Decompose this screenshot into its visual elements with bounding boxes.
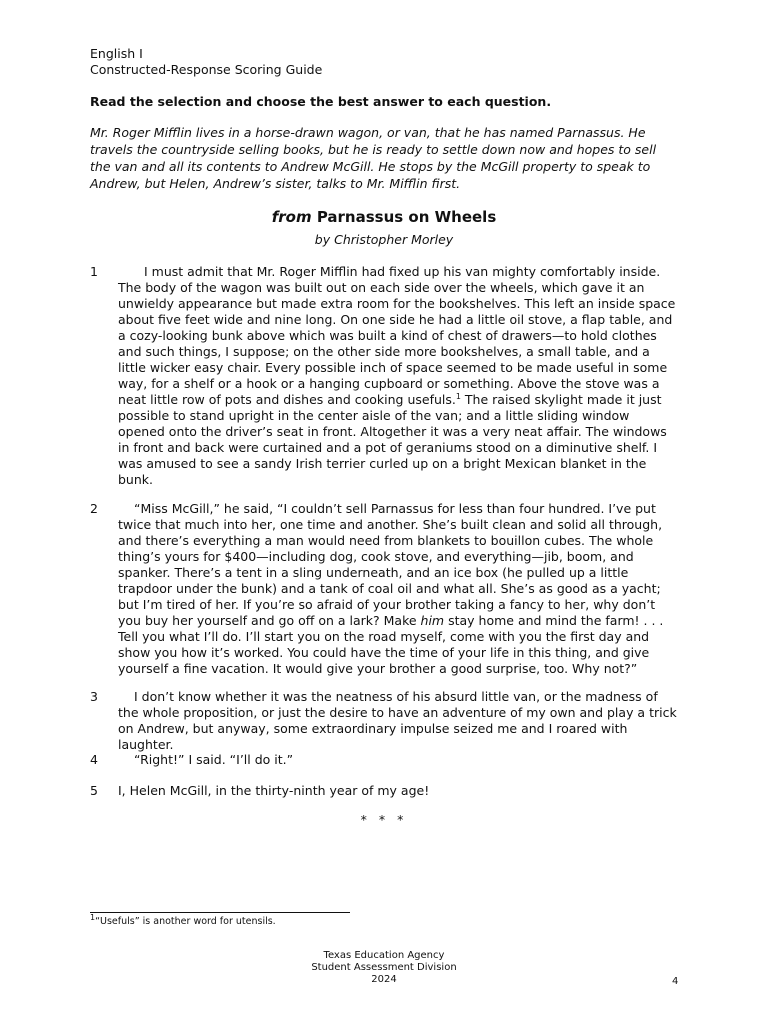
paragraph-text: I must admit that Mr. Roger Mifflin had fixed up his van mighty comfortably inside. The body of the wagon was built out on each side over the wheels, which gave it an unwieldy appearance but made extra room for the bookshelves. This left an inside space about five feet wide and nine long. On one side he had a little oil stove, a flap table, and a cozy-looking bunk above which was built a kind of chest of drawers—to hold clothes and such things, I suppose; on the other side more bookshelves, a small table, and a little wicker easy chair. Every possible inch of space seemed to be made useful in some way, for a shelf or a hook or a hanging cupboard or something. Above the stove was a neat little row of pots and dishes and cooking usefuls. [118, 264, 676, 407]
intro-passage: Mr. Roger Mifflin lives in a horse-drawn wagon, or van, that he has named Parnassus. He travels the countryside selling books, but he is ready to settle down now and hopes to sell the van and all its contents to Andrew McGill. He stops by the McGill property to speak to Andrew, but Helen, Andrew’s sister, talks to Mr. Mifflin first. [90, 125, 657, 191]
emphasis-text: him [420, 613, 445, 628]
footnote [90, 912, 276, 927]
course-name: English I [90, 46, 143, 61]
page-footer [0, 950, 768, 986]
paragraph-number: 3 [90, 689, 98, 704]
footnote-text: “Usefuls” is another word for utensils. [95, 916, 276, 927]
paragraph-number: 5 [90, 783, 98, 798]
paragraph-1 [90, 264, 680, 488]
paragraph-2 [90, 501, 680, 677]
paragraph-number: 4 [90, 752, 98, 767]
footer-agency: Texas Education Agency [323, 950, 445, 961]
paragraph-text: I, Helen McGill, in the thirty-ninth year of my age! [118, 783, 430, 798]
section-separator: * * * [360, 812, 408, 827]
paragraph-number: 1 [90, 264, 98, 279]
document-header [90, 46, 322, 78]
paragraph-text: The raised skylight made it just possible to stand upright in the center aisle of the van; and a little sliding window opened onto the driver’s seat in front. Altogether it was a very neat affair. The windows in front and back were curtained and a pot of geraniums stood on a diminutive shelf. I was amused to see a sandy Irish terrier curled up on a bright Mexican blanket in the bunk. [118, 392, 667, 487]
title-from: from [271, 208, 312, 226]
paragraph-number: 2 [90, 501, 98, 516]
title-name: Parnassus on Wheels [316, 208, 497, 226]
paragraph-text: “Right!” I said. “I’ll do it.” [134, 752, 294, 767]
footnote-rule [90, 912, 350, 913]
footer-year: 2024 [371, 974, 397, 985]
paragraph-5 [90, 783, 680, 799]
paragraph-text: I don’t know whether it was the neatness of his absurd little van, or the madness of the whole proposition, or just the desire to have an adventure of my own and play a trick on Andrew, but anyway, some extraordinary impulse seized me and I roared with laughter. [118, 689, 677, 752]
guide-name: Constructed-Response Scoring Guide [90, 62, 323, 77]
page-number: 4 [672, 976, 679, 987]
byline: by Christopher Morley [314, 232, 454, 247]
footer-division: Student Assessment Division [311, 962, 457, 973]
paragraph-text: “Miss McGill,” he said, “I couldn’t sell Parnassus for less than four hundred. I’ve put twice that much into her, one time and another. She’s built clean and solid all through, and there’s everything a man would need from blankets to bouillon cubes. The whole thing’s yours for $400—including dog, cook stove, and everything—jib, boom, and spanker. There’s a tent in a sling underneath, and an ice box (he pulled up a little trapdoor under the bunk) and a tank of coal oil and what all. She’s as good as a yacht; but I’m tired of her. If you’re so afraid of your brother taking a fancy to her, why don’t you buy her yourself and go off on a lark? Make [118, 501, 663, 628]
footnote-marker: 1 [90, 912, 96, 922]
paragraph-4 [90, 752, 680, 768]
footnote-ref: 1 [455, 391, 461, 401]
paragraph-3 [90, 689, 680, 753]
selection-title [0, 208, 768, 226]
paragraph-text: stay home and mind the farm! . . . Tell you what I’ll do. I’ll start you on the road myself, come with you the first day and show you how it’s worked. You could have the time of your life in this thing, and give yourself a fine vacation. It would give your brother a good surprise, too. Why not?” [118, 613, 664, 676]
instructions: Read the selection and choose the best answer to each question. [90, 94, 552, 109]
